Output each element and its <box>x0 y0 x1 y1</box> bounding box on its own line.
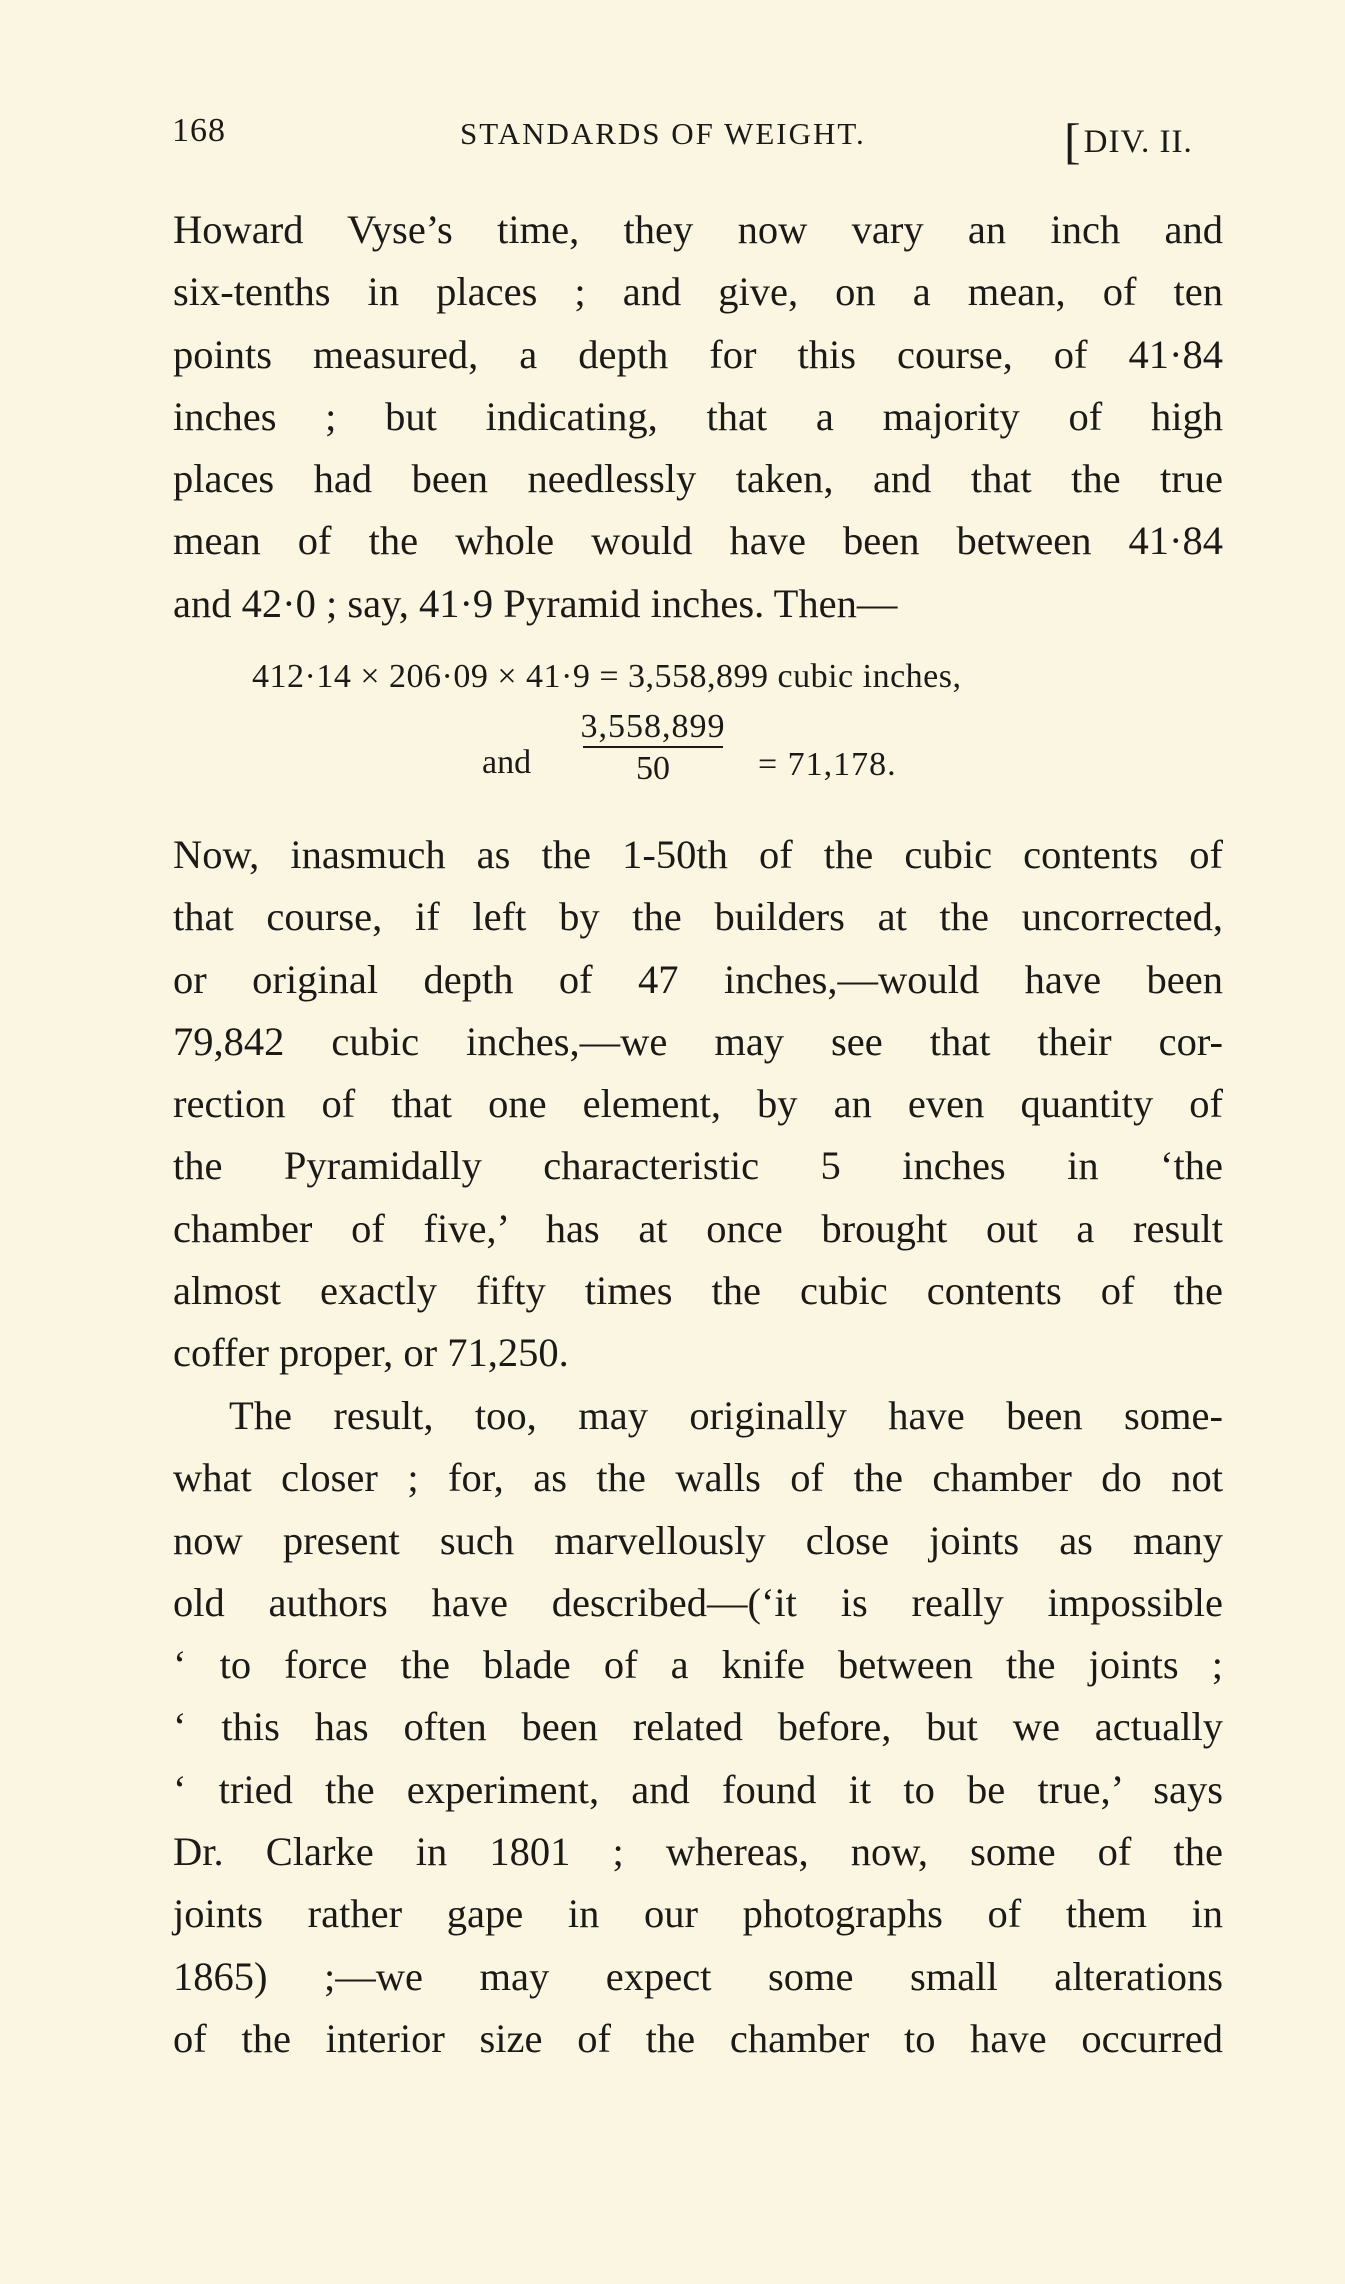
text-line: joints rather gape in our photographs of them in <box>173 1891 1223 1937</box>
text-line: ‘ this has often been related before, but we actually <box>173 1704 1223 1750</box>
division-text: DIV. II. <box>1083 124 1193 160</box>
volume-equation: 412·14 × 206·09 × 41·9 = 3,558,899 cubic inches, <box>252 658 962 695</box>
division-bracket: [ <box>1064 113 1082 169</box>
text-line: and 42·0 ; say, 41·9 Pyramid inches. Then— <box>173 580 898 626</box>
text-line: Now, inasmuch as the 1-50th of the cubic contents of <box>173 832 1223 877</box>
paragraph-2 <box>173 824 1223 1385</box>
text-line: or original depth of 47 inches,—would have been <box>173 956 1223 1002</box>
division-equation <box>482 708 982 808</box>
text-line: chamber of five,’ has at once brought out a result <box>173 1205 1223 1251</box>
paragraph-3 <box>173 1385 1223 2070</box>
text-line: 1865) ;—we may expect some small alterations <box>173 1953 1223 1999</box>
fraction-bar <box>583 746 723 748</box>
text-line: that course, if left by the builders at the uncorrected, <box>173 894 1223 940</box>
text-line: coffer proper, or 71,250. <box>173 1330 569 1376</box>
fraction-numerator: 3,558,899 <box>580 708 726 745</box>
text-line: old authors have described—(‘it is really impossible <box>173 1579 1223 1625</box>
text-line: Howard Vyse’s time, they now vary an inch and <box>173 207 1223 252</box>
equation-result: = 71,178. <box>758 746 897 783</box>
text-line: almost exactly fifty times the cubic contents of the <box>173 1268 1223 1314</box>
fraction <box>578 708 728 788</box>
text-line: now present such marvellously close joints as many <box>173 1517 1223 1563</box>
text-line: points measured, a depth for this course, of 41·84 <box>173 331 1223 377</box>
fraction-denominator: 50 <box>636 750 670 787</box>
text-line: 79,842 cubic inches,—we may see that their cor- <box>173 1018 1223 1064</box>
page-number: 168 <box>172 112 226 149</box>
page-header <box>168 108 1228 169</box>
equation-prefix: and <box>482 744 532 781</box>
running-title: STANDARDS OF WEIGHT. <box>460 116 866 151</box>
text-line: what closer ; for, as the walls of the chamber do not <box>173 1455 1223 1501</box>
text-line: inches ; but indicating, that a majority of high <box>173 393 1223 439</box>
text-line: six-tenths in places ; and give, on a mean, of ten <box>173 269 1223 315</box>
text-line: mean of the whole would have been between 41·84 <box>173 518 1223 564</box>
text-line: The result, too, may originally have been some- <box>229 1393 1223 1438</box>
text-line: places had been needlessly taken, and that the true <box>173 456 1223 502</box>
text-line: the Pyramidally characteristic 5 inches in ‘the <box>173 1143 1223 1189</box>
text-line: of the interior size of the chamber to have occurred <box>173 2015 1223 2061</box>
text-line: Dr. Clarke in 1801 ; whereas, now, some of the <box>173 1829 1223 1875</box>
paragraph-1 <box>173 199 1223 635</box>
text-line: rection of that one element, by an even quantity of <box>173 1081 1223 1127</box>
text-line: ‘ to force the blade of a knife between the joints ; <box>173 1642 1223 1688</box>
text-line: ‘ tried the experiment, and found it to be true,’ says <box>173 1766 1223 1812</box>
division-label <box>1064 106 1193 169</box>
